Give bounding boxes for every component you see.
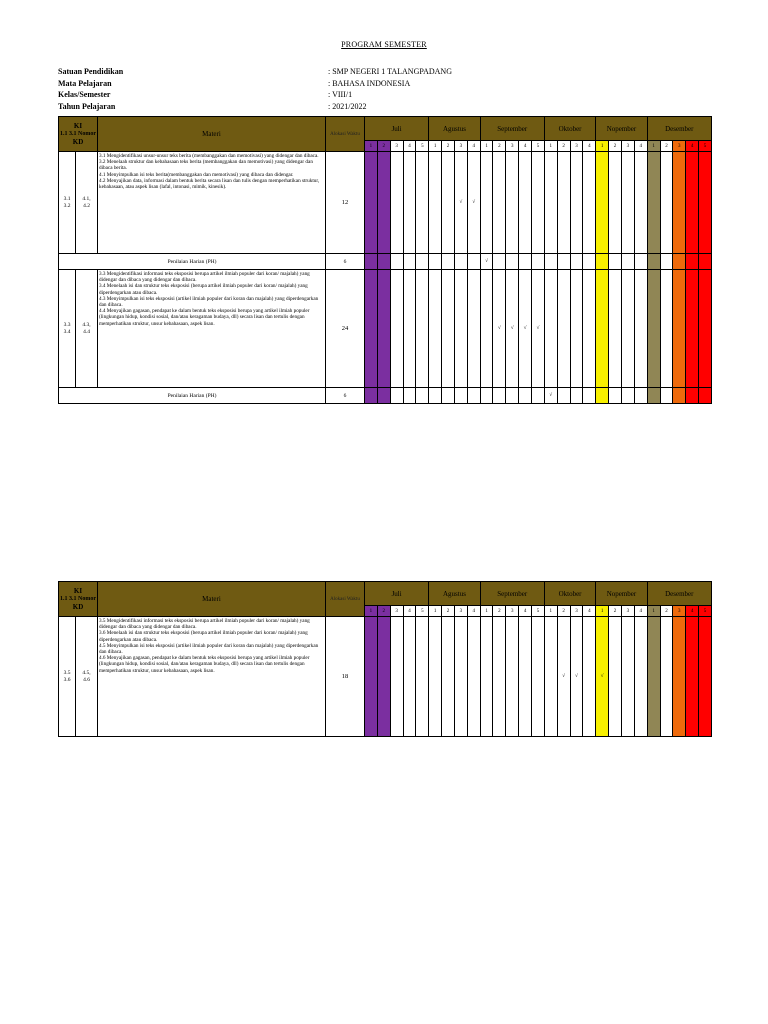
week-cell [365,152,378,254]
week-cell [493,388,506,404]
week-number: 3 [673,606,686,617]
week-cell [557,388,570,404]
week-number: 2 [493,141,506,152]
week-cell [442,270,455,388]
week-number: 4 [467,141,480,152]
month-header: Agustus [429,582,480,606]
week-cell [634,254,647,270]
week-number: 5 [699,141,712,152]
week-cell: √ [557,617,570,737]
week-cell [365,617,378,737]
week-cell [403,152,416,254]
week-cell [699,388,712,404]
week-number: 2 [609,141,622,152]
semester-table-2 [58,581,712,737]
week-number: 4 [583,606,596,617]
week-number: 3 [673,141,686,152]
week-cell [621,617,634,737]
week-cell [596,254,609,270]
info-row-class [58,89,452,101]
week-number: 2 [493,606,506,617]
materi-header: Materi [98,117,326,152]
week-number: 4 [686,141,699,152]
page-title: PROGRAM SEMESTER [341,40,427,49]
alokasi-cell: 24 [326,270,365,388]
week-cell [377,152,390,254]
week-number: 3 [570,141,583,152]
week-cell [699,270,712,388]
week-number: 3 [390,606,403,617]
week-cell [467,388,480,404]
week-cell [442,617,455,737]
table-row [59,270,712,388]
week-number: 3 [454,141,467,152]
week-cell [557,152,570,254]
week-number: 3 [570,606,583,617]
week-number: 1 [429,141,442,152]
week-cell [429,388,442,404]
week-cell: √ [519,270,532,388]
kd-label: KD [72,603,84,611]
week-cell [583,270,596,388]
alokasi-cell: 6 [326,254,365,270]
week-cell [609,617,622,737]
week-cell [403,254,416,270]
week-cell [647,388,660,404]
week-cell [429,270,442,388]
week-cell [377,270,390,388]
month-header: Agustus [429,117,480,141]
week-number: 2 [609,606,622,617]
ki-code: 3.3 3.4 [59,270,76,388]
info-row-year [58,101,452,113]
week-cell: √ [506,270,519,388]
week-cell [596,270,609,388]
week-cell [673,254,686,270]
week-cell [390,270,403,388]
week-number: 1 [544,606,557,617]
week-cell [647,270,660,388]
week-cell [365,388,378,404]
week-number: 3 [621,606,634,617]
ki-kd-header [59,117,98,152]
week-cell [442,388,455,404]
week-cell [621,254,634,270]
week-cell [506,388,519,404]
week-cell: √ [480,254,493,270]
week-cell [403,388,416,404]
month-header: Oktober [544,117,595,141]
week-number: 3 [621,141,634,152]
week-cell [519,388,532,404]
week-cell [532,152,545,254]
week-number: 4 [583,141,596,152]
week-cell [557,254,570,270]
table-row [59,617,712,737]
week-cell: √ [454,152,467,254]
week-cell [506,617,519,737]
week-cell [647,617,660,737]
week-number: 2 [377,606,390,617]
penilaian-harian-row [59,254,712,270]
week-cell [506,152,519,254]
week-number: 2 [442,606,455,617]
week-number: 4 [519,141,532,152]
week-cell [454,388,467,404]
week-number: 1 [365,606,378,617]
week-cell [673,617,686,737]
ph-label: Penilaian Harian (PH) [59,254,326,270]
week-cell [660,617,673,737]
materi-cell: 3.5 Mengidentifikasi informasi teks eksposisi berupa artikel ilmiah populer dari koran/ majalah) yang didengar dan dibaca yang didengar dan dibaca. 3.6 Menelaah isi dan struktur teks eksposisi (berupa artikel ilmiah populer dari koran/ majalah) yang diperdengarkan atau dibaca. 4.5 Menyimpulkan isi teks eksposisi (artikel ilmiah populer dari koran dan majalah) yang diperdengarkan dan dibaca. 4.6 Menyajikan gagasan, pendapat ke dalam bentuk teks eksposisi berupa yang artikel ilmiah populer (lingkungan hidup, kondisi sosial, dan/atau keragaman budaya, dll) secara lisan dan tertulis dengan memperhatikan struktur, unsur kebahasaan, aspek lisan. [98,617,326,737]
week-number: 2 [557,141,570,152]
info-value: : 2021/2022 [328,101,367,111]
week-cell [467,270,480,388]
week-cell: √ [596,617,609,737]
month-header: September [480,582,544,606]
penilaian-harian-row [59,388,712,404]
ki-code: 3.1 3.2 [59,152,76,254]
week-number: 4 [634,141,647,152]
info-row-school [58,66,452,78]
week-number: 5 [532,606,545,617]
week-cell: √ [493,270,506,388]
week-cell [544,152,557,254]
week-number: 5 [532,141,545,152]
nomor-label: 1.1 3.1 Nomor [60,596,96,602]
month-header: Desember [647,117,711,141]
week-number: 1 [544,141,557,152]
week-cell [544,270,557,388]
week-number: 4 [467,606,480,617]
week-cell [390,617,403,737]
week-cell [699,617,712,737]
week-cell [454,254,467,270]
week-cell [621,152,634,254]
week-cell [454,617,467,737]
week-cell [429,254,442,270]
week-cell [442,254,455,270]
week-number: 1 [480,141,493,152]
week-number: 1 [647,606,660,617]
week-number: 2 [660,141,673,152]
week-cell: √ [532,270,545,388]
week-number: 1 [365,141,378,152]
week-cell [634,388,647,404]
week-cell [596,388,609,404]
week-cell [609,152,622,254]
week-number: 1 [647,141,660,152]
week-cell [570,152,583,254]
week-cell [570,388,583,404]
week-cell [429,617,442,737]
ki-code: 3.5 3.6 [59,617,76,737]
ki-kd-header [59,582,98,617]
kd-label: KD [72,138,84,146]
week-number: 4 [403,606,416,617]
week-cell [416,388,429,404]
week-cell [442,152,455,254]
info-row-subject [58,78,452,90]
week-cell [377,617,390,737]
info-value: : VIII/1 [328,90,353,99]
week-cell [519,617,532,737]
materi-cell: 3.1 Mengidentifikasi unsur-unsur teks berita (membanggakan dan memotivasi) yang didengar dan dibaca. 3.2 Menelaah struktur dan kebahasaan teks berita (membanggakan dan memotivasi) yang didengar dan dibaca berita. 4.1 Menyimpulkan isi teks berita(membanggakan dan memotivasi) yang dibaca dan didengar. 4.2 Menyajikan data, informasi dalam bentuk berita secara lisan dan tulis dengan memperhatikan struktur, kebahasaan, atau aspek lisan (lafal, intonasi, mimik, kinesik). [98,152,326,254]
week-cell [583,152,596,254]
ph-label: Penilaian Harian (PH) [59,388,326,404]
month-header: September [480,117,544,141]
week-cell [416,270,429,388]
week-cell [621,388,634,404]
week-number: 1 [596,141,609,152]
week-cell [519,152,532,254]
semester-table-1 [58,116,712,404]
info-label: Tahun Pelajaran [58,101,116,111]
week-cell: √ [570,617,583,737]
week-cell [480,388,493,404]
info-value: : BAHASA INDONESIA [328,78,411,88]
week-number: 3 [506,606,519,617]
month-header: Oktober [544,582,595,606]
week-cell [634,152,647,254]
week-cell [686,617,699,737]
info-label: Satuan Pendidikan [58,67,124,76]
week-cell [583,388,596,404]
week-cell [532,388,545,404]
week-cell [480,152,493,254]
week-cell [583,617,596,737]
week-number: 4 [403,141,416,152]
week-number: 1 [429,606,442,617]
week-number: 1 [596,606,609,617]
materi-cell: 3.3 Mengidentifikasi informasi teks eksposisi berupa artikel ilmiah populer dari koran/ majalah) yang didengar dan dibaca yang didengar dan dibaca. 3.4 Menelaah isi dan struktur teks eksposisi (berupa artikel ilmiah populer dari koran/ majalah) yang diperdengarkan atau dibaca. 4.3 Menyimpulkan isi teks eksposisi (artikel ilmiah populer dari koran dan majalah) yang diperdengarkan dan dibaca. 4.4 Menyajikan gagasan, pendapat ke dalam bentuk teks eksposisi berupa yang artikel ilmiah populer (lingkungan hidup, kondisi sosial, dan/atau keragaman budaya, dll) secara lisan dan tertulis dengan memperhatikan struktur, unsur kebahasaan, aspek lisan. [98,270,326,388]
week-number: 3 [454,606,467,617]
week-number: 4 [519,606,532,617]
week-number: 2 [442,141,455,152]
week-cell [699,152,712,254]
month-header: Nopember [596,582,647,606]
kd-code: 4.5, 4.6 [76,617,98,737]
month-header: Nopember [596,117,647,141]
week-cell [570,254,583,270]
alokasi-cell: 18 [326,617,365,737]
week-cell [634,270,647,388]
table-row [59,152,712,254]
week-cell [532,617,545,737]
nomor-label: 1.1 3.1 Nomor [60,131,96,137]
document-info [58,66,452,112]
alokasi-cell: 12 [326,152,365,254]
week-cell [532,254,545,270]
month-header: Juli [365,582,429,606]
week-cell [609,270,622,388]
week-cell [377,254,390,270]
ki-label: KI [73,587,83,595]
week-cell [557,270,570,388]
week-cell [390,152,403,254]
info-value: : SMP NEGERI 1 TALANGPADANG [328,67,452,76]
week-cell [377,388,390,404]
week-number: 4 [634,606,647,617]
week-number: 5 [416,141,429,152]
week-cell [647,152,660,254]
week-cell [480,270,493,388]
week-cell [686,152,699,254]
week-cell [390,254,403,270]
week-cell [673,152,686,254]
week-cell [596,152,609,254]
week-number: 2 [660,606,673,617]
week-cell [493,254,506,270]
week-cell [621,270,634,388]
week-cell [429,152,442,254]
week-cell [699,254,712,270]
week-cell [660,152,673,254]
week-cell [480,617,493,737]
month-header: Juli [365,117,429,141]
week-cell [609,388,622,404]
info-label: Kelas/Semester [58,90,111,99]
week-cell [544,254,557,270]
week-cell [365,254,378,270]
week-cell [454,270,467,388]
week-cell [416,152,429,254]
alokasi-header: Alokasi Waktu [326,117,365,152]
week-cell [493,152,506,254]
week-number: 2 [377,141,390,152]
week-cell [467,617,480,737]
week-number: 1 [480,606,493,617]
week-cell: √ [467,152,480,254]
week-number: 5 [416,606,429,617]
week-number: 2 [557,606,570,617]
week-cell [403,270,416,388]
week-cell [493,617,506,737]
week-cell [634,617,647,737]
week-cell: √ [544,388,557,404]
week-cell [365,270,378,388]
week-cell [609,254,622,270]
week-number: 5 [699,606,712,617]
month-header: Desember [647,582,711,606]
week-number: 3 [390,141,403,152]
week-cell [403,617,416,737]
ki-label: KI [73,122,83,130]
week-cell [416,254,429,270]
alokasi-header: Alokasi Waktu [326,582,365,617]
week-cell [570,270,583,388]
week-cell [416,617,429,737]
week-number: 3 [506,141,519,152]
materi-header: Materi [98,582,326,617]
week-cell [583,254,596,270]
week-cell [686,388,699,404]
week-cell [467,254,480,270]
week-cell [660,270,673,388]
alokasi-cell: 6 [326,388,365,404]
week-cell [673,270,686,388]
week-cell [686,254,699,270]
kd-code: 4.1, 4.2 [76,152,98,254]
week-cell [647,254,660,270]
week-cell [544,617,557,737]
week-cell [519,254,532,270]
week-cell [673,388,686,404]
kd-code: 4.3, 4.4 [76,270,98,388]
week-cell [686,270,699,388]
week-number: 4 [686,606,699,617]
info-label: Mata Pelajaran [58,78,112,88]
week-cell [506,254,519,270]
week-cell [660,254,673,270]
week-cell [390,388,403,404]
week-cell [660,388,673,404]
